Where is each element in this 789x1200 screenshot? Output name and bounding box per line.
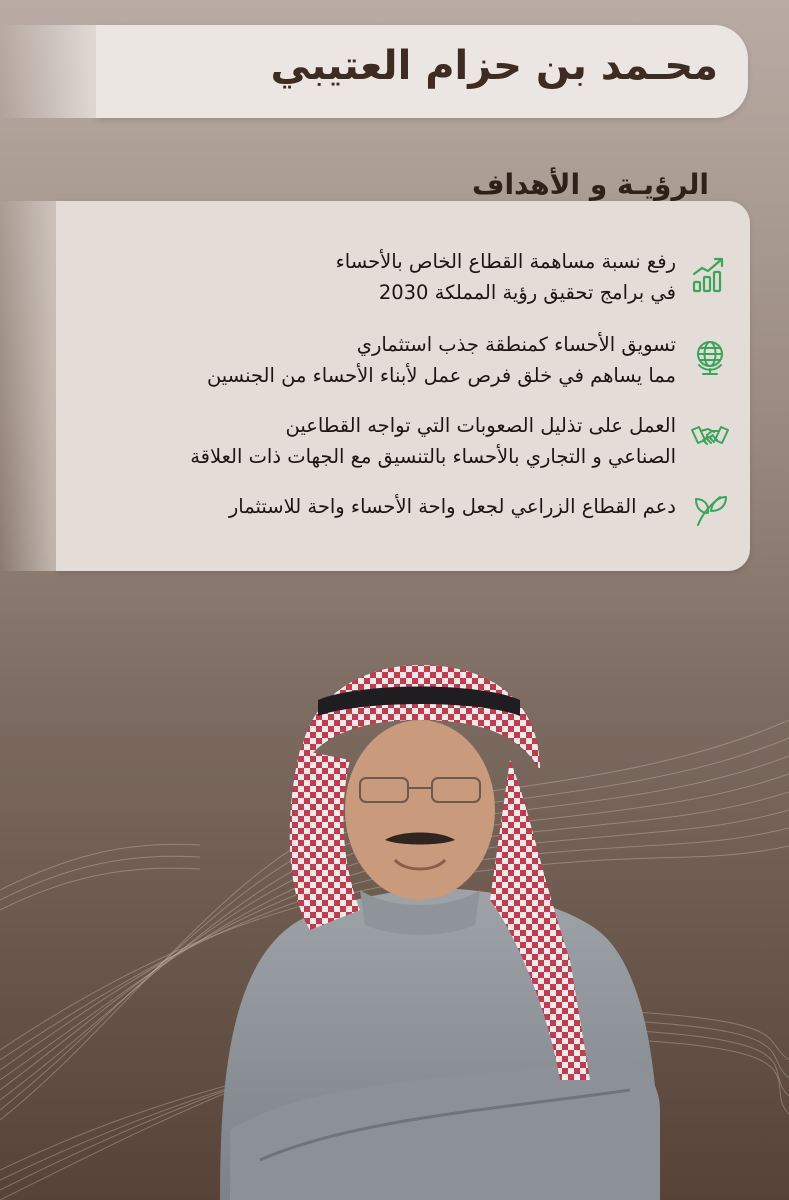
- goal-line-2: مما يساهم في خلق فرص عمل لأبناء الأحساء من الجنسين: [206, 364, 676, 387]
- goal-line-1: تسويق الأحساء كمنطقة جذب استثماري: [356, 333, 676, 356]
- person-name: محـمد بن حزام العتيبي: [270, 43, 718, 89]
- vision-goals-heading: الرؤيـة و الأهداف: [471, 168, 709, 201]
- growth-chart-icon: [690, 254, 730, 294]
- goals-card: [56, 201, 750, 571]
- goal-line-1: دعم القطاع الزراعي لجعل واحة الأحساء واحة للاستثمار: [228, 495, 676, 518]
- goal-line-1: رفع نسبة مساهمة القطاع الخاص بالأحساء: [335, 250, 676, 273]
- goal-line-2: في برامج تحقيق رؤية المملكة 2030: [378, 281, 676, 304]
- handshake-icon: [690, 418, 730, 458]
- name-banner: [96, 25, 748, 118]
- portrait-photo: [190, 660, 690, 1200]
- leaf-icon: [690, 489, 730, 529]
- goal-line-2: الصناعي و التجاري بالأحساء بالتنسيق مع الجهات ذات العلاقة: [190, 445, 676, 468]
- globe-icon: [690, 337, 730, 377]
- goal-line-1: العمل على تذليل الصعوبات التي تواجه القطاعين: [285, 414, 676, 437]
